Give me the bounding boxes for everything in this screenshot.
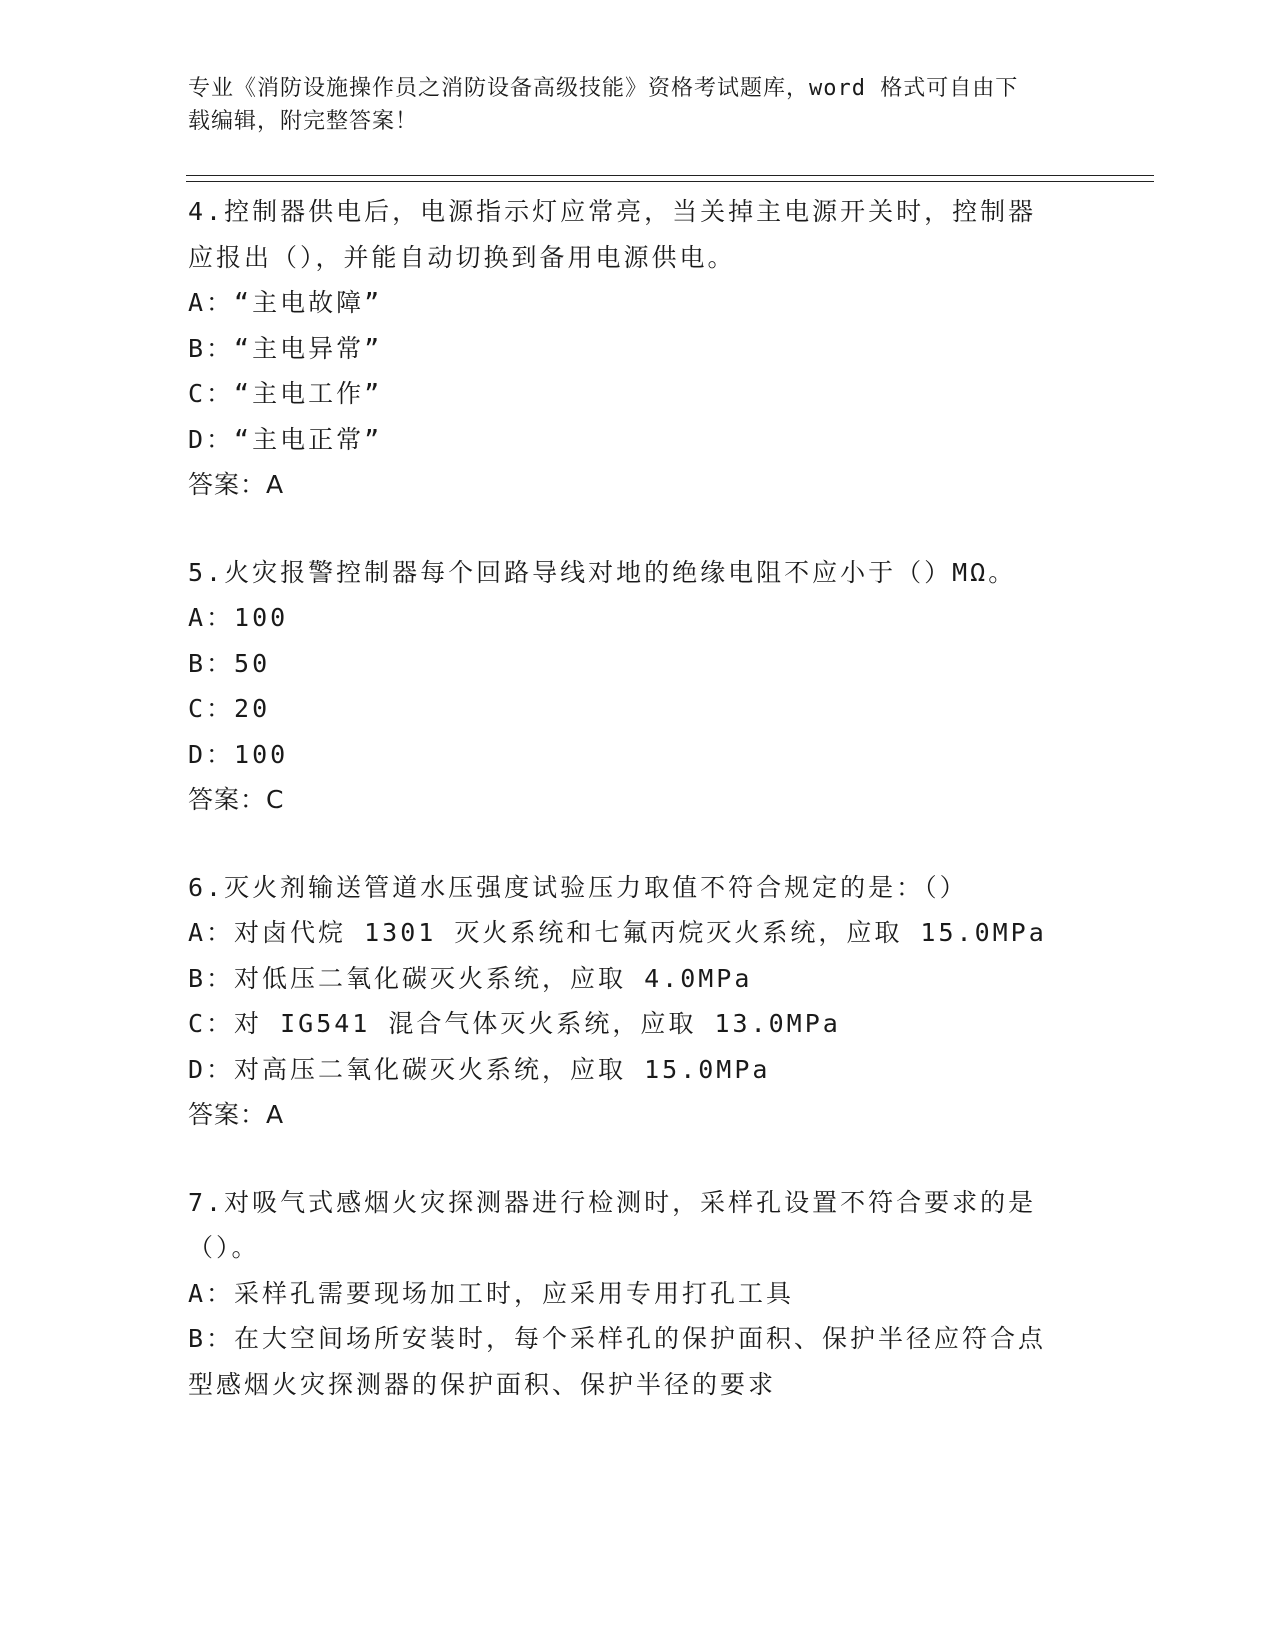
option-a: A：采样孔需要现场加工时，应采用专用打孔工具 xyxy=(188,1278,795,1308)
option-c: C：20 xyxy=(188,694,271,723)
option-b: B：对低压二氧化碳灭火系统，应取 4.0MPa xyxy=(188,963,753,993)
question-stem: （）。 xyxy=(188,1233,260,1262)
option-b: B：“主电异常” xyxy=(188,333,383,363)
question-5 xyxy=(188,550,1088,823)
question-gap xyxy=(188,823,1088,865)
question-4 xyxy=(188,189,1088,508)
question-gap xyxy=(188,1138,1088,1180)
header-line-1: 专业《消防设施操作员之消防设备高级技能》资格考试题库，word 格式可自由下 xyxy=(188,76,1019,101)
question-stem: 应报出（），并能自动切换到备用电源供电。 xyxy=(188,242,736,272)
option-a: A：“主电故障” xyxy=(188,288,383,317)
document-header xyxy=(188,72,1068,138)
question-stem: 7.对吸气式感烟火灾探测器进行检测时，采样孔设置不符合要求的是 xyxy=(188,1187,1037,1217)
option-b-continued: 型感烟火灾探测器的保护面积、保护半径的要求 xyxy=(188,1369,777,1399)
option-b: B：在大空间场所安装时，每个采样孔的保护面积、保护半径应符合点 xyxy=(188,1324,1047,1353)
header-divider-bottom xyxy=(186,181,1154,182)
header-divider-top xyxy=(186,175,1154,176)
question-stem: 4.控制器供电后，电源指示灯应常亮，当关掉主电源开关时，控制器 xyxy=(188,197,1037,226)
header-line-2: 载编辑，附完整答案！ xyxy=(188,109,419,134)
question-gap xyxy=(188,508,1088,550)
question-stem: 6.灭火剂输送管道水压强度试验压力取值不符合规定的是：（） xyxy=(188,872,968,902)
question-7 xyxy=(188,1180,1088,1408)
question-list xyxy=(188,189,1088,1407)
option-d: D：100 xyxy=(188,739,289,769)
option-c: C：“主电工作” xyxy=(188,379,383,408)
option-c: C：对 IG541 混合气体灭火系统，应取 13.0MPa xyxy=(188,1009,841,1038)
option-d: D：对高压二氧化碳灭火系统，应取 15.0MPa xyxy=(188,1054,771,1084)
answer: 答案：A xyxy=(188,1100,285,1129)
question-stem: 5.火灾报警控制器每个回路导线对地的绝缘电阻不应小于（）MΩ。 xyxy=(188,557,1017,587)
option-a: A：100 xyxy=(188,603,289,632)
option-d: D：“主电正常” xyxy=(188,424,383,454)
question-6 xyxy=(188,865,1088,1138)
option-b: B：50 xyxy=(188,648,271,678)
option-a: A：对卤代烷 1301 灭火系统和七氟丙烷灭火系统，应取 15.0MPa xyxy=(188,918,1047,947)
answer: 答案：C xyxy=(188,785,285,814)
answer: 答案：A xyxy=(188,470,285,499)
